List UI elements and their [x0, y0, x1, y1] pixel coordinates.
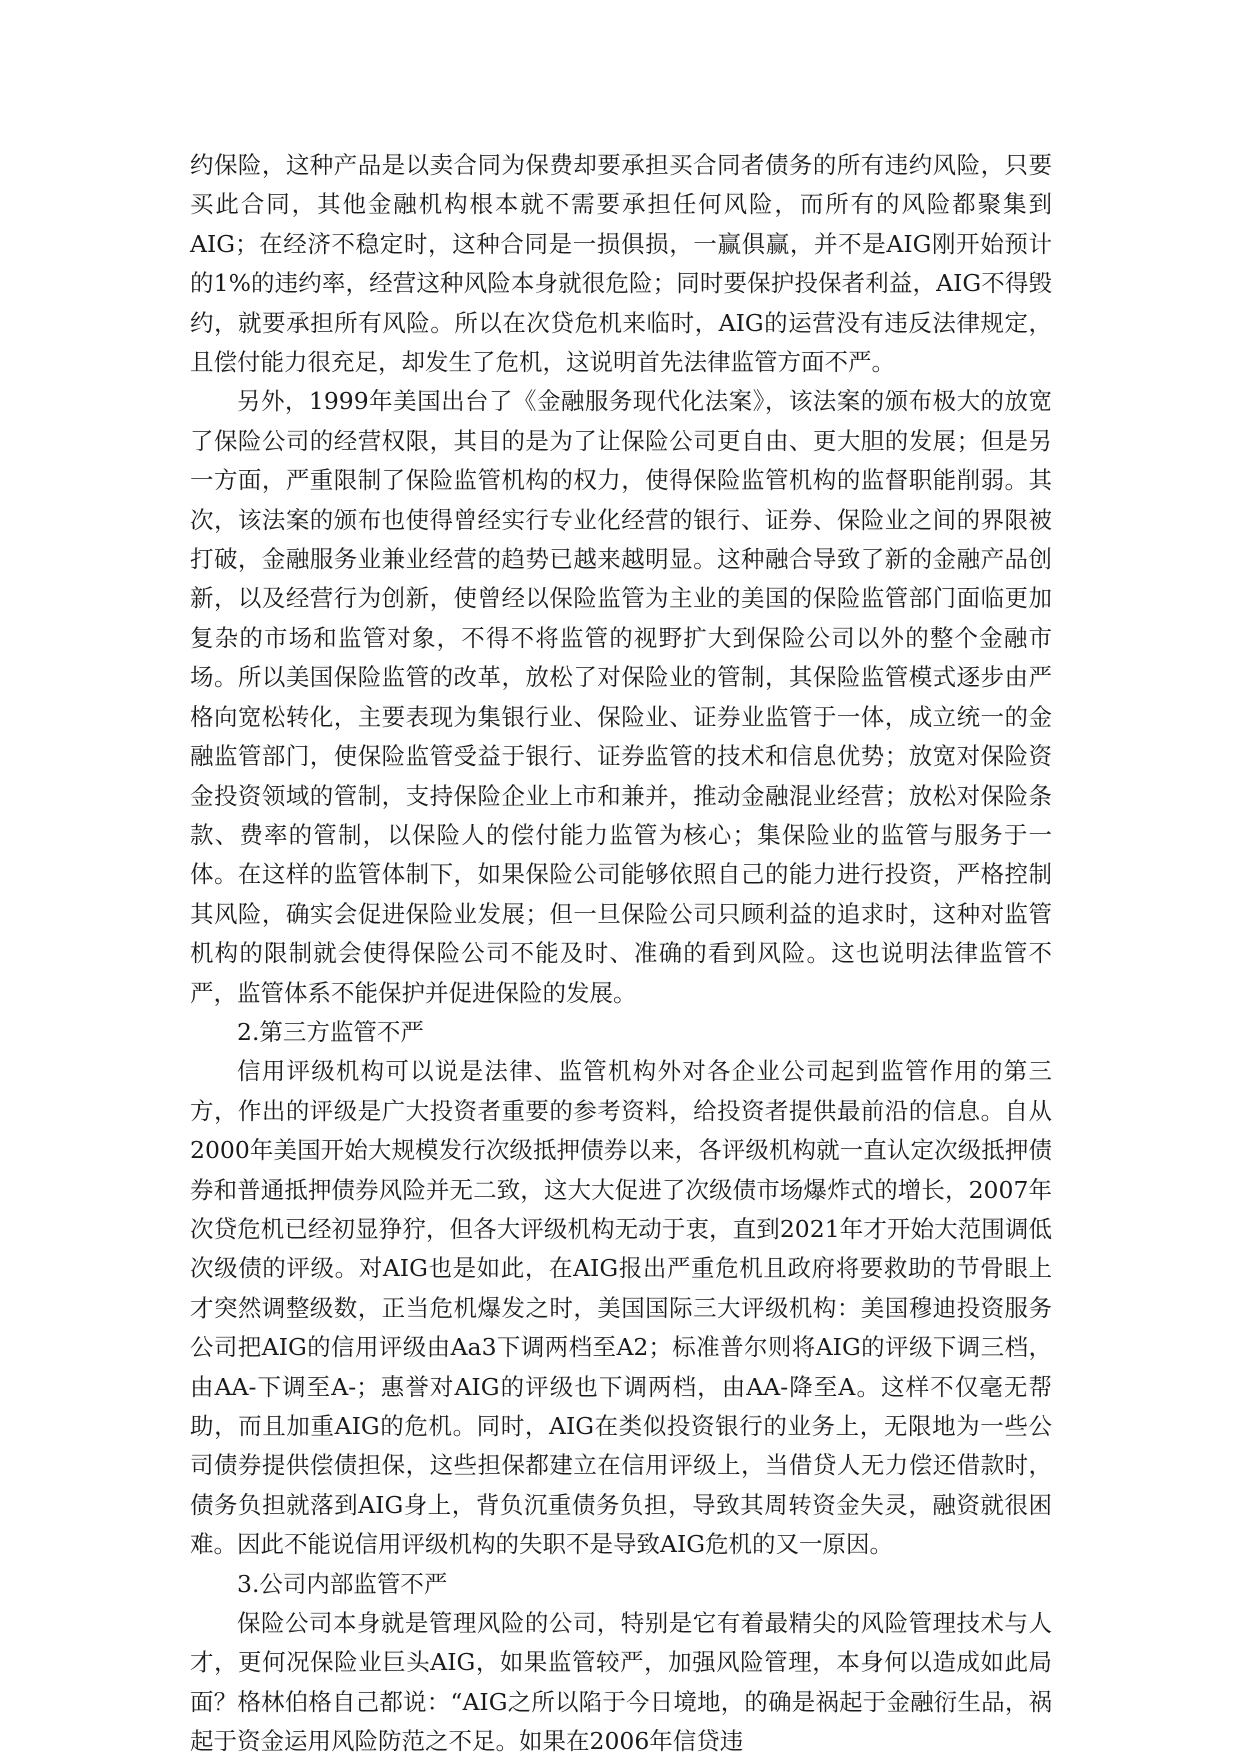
- body-text: [190, 146, 1052, 1762]
- section-heading-internal-supervision: 3.公司内部监管不严: [237, 1569, 448, 1598]
- paragraph-internal-risk-management: 保险公司本身就是管理风险的公司，特别是它有着最精尖的风险管理技术与人才，更何况保险业巨头AIG，如果监管较严，加强风险管理，本身何以造成如此局面？格林伯格自己都说：“AIG之所以陷于今日境地，的确是祸起于金融衍生品，祸起于资金运用风险防范之不足。如果在2006年信贷违: [190, 1609, 1052, 1756]
- paragraph-credit-rating-agencies: 信用评级机构可以说是法律、监管机构外对各企业公司起到监管作用的第三方，作出的评级是广大投资者重要的参考资料，给投资者提供最前沿的信息。自从2000年美国开始大规模发行次级抵押债券以来，各评级机构就一直认定次级抵押债券和普通抵押债券风险并无二致，这大大促进了次级债市场爆炸式的增长，2007年次贷危机已经初显狰狞，但各大评级机构无动于衷，直到2021年才开始大范围调低次级债的评级。对AIG也是如此，在AIG报出严重危机且政府将要救助的节骨眼上才突然调整级数，正当危机爆发之时，美国国际三大评级机构：美国穆迪投资服务公司把AIG的信用评级由Aa3下调两档至A2；标准普尔则将AIG的评级下调三档，由AA-下调至A-；惠誉对AIG的评级也下调两档，由AA-降至A。这样不仅毫无帮助，而且加重AIG的危机。同时，AIG在类似投资银行的业务上，无限地为一些公司债券提供偿债担保，这些担保都建立在信用评级上，当借贷人无力偿还借款时，债务负担就落到AIG身上，背负沉重债务负担，导致其周转资金失灵，融资就很困难。因此不能说信用评级机构的失职不是导致AIG危机的又一原因。: [190, 1057, 1052, 1559]
- paragraph-continuation: 约保险，这种产品是以卖合同为保费却要承担买合同者债务的所有违约风险，只要买此合同，其他金融机构根本就不需要承担任何风险，而所有的风险都聚集到AIG；在经济不稳定时，这种合同是一损俱损，一赢俱赢，并不是AIG刚开始预计的1%的违约率，经营这种风险本身就很危险；同时要保护投保者利益，AIG不得毁约，就要承担所有风险。所以在次贷危机来临时，AIG的运营没有违反法律规定，且偿付能力很充足，却发生了危机，这说明首先法律监管方面不严。: [190, 151, 1052, 377]
- paragraph-financial-modernization-act: 另外，1999年美国出台了《金融服务现代化法案》，该法案的颁布极大的放宽了保险公司的经营权限，其目的是为了让保险公司更自由、更大胆的发展；但是另一方面，严重限制了保险监管机构的权力，使得保险监管机构的监督职能削弱。其次，该法案的颁布也使得曾经实行专业化经营的银行、证券、保险业之间的界限被打破，金融服务业兼业经营的趋势已越来越明显。这种融合导致了新的金融产品创新，以及经营行为创新，使曾经以保险监管为主业的美国的保险监管部门面临更加复杂的市场和监管对象，不得不将监管的视野扩大到保险公司以外的整个金融市场。所以美国保险监管的改革，放松了对保险业的管制，其保险监管模式逐步由严格向宽松转化，主要表现为集银行业、保险业、证券业监管于一体，成立统一的金融监管部门，使保险监管受益于银行、证券监管的技术和信息优势；放宽对保险资金投资领域的管制，支持保险企业上市和兼并，推动金融混业经营；放松对保险条款、费率的管制，以保险人的偿付能力监管为核心；集保险业的监管与服务于一体。在这样的监管体制下，如果保险公司能够依照自己的能力进行投资，严格控制其风险，确实会促进保险业发展；但一旦保险公司只顾利益的追求时，这种对监管机构的限制就会使得保险公司不能及时、准确的看到风险。这也说明法律监管不严，监管体系不能保护并促进保险的发展。: [190, 387, 1052, 1007]
- section-heading-third-party-supervision: 2.第三方监管不严: [237, 1017, 424, 1046]
